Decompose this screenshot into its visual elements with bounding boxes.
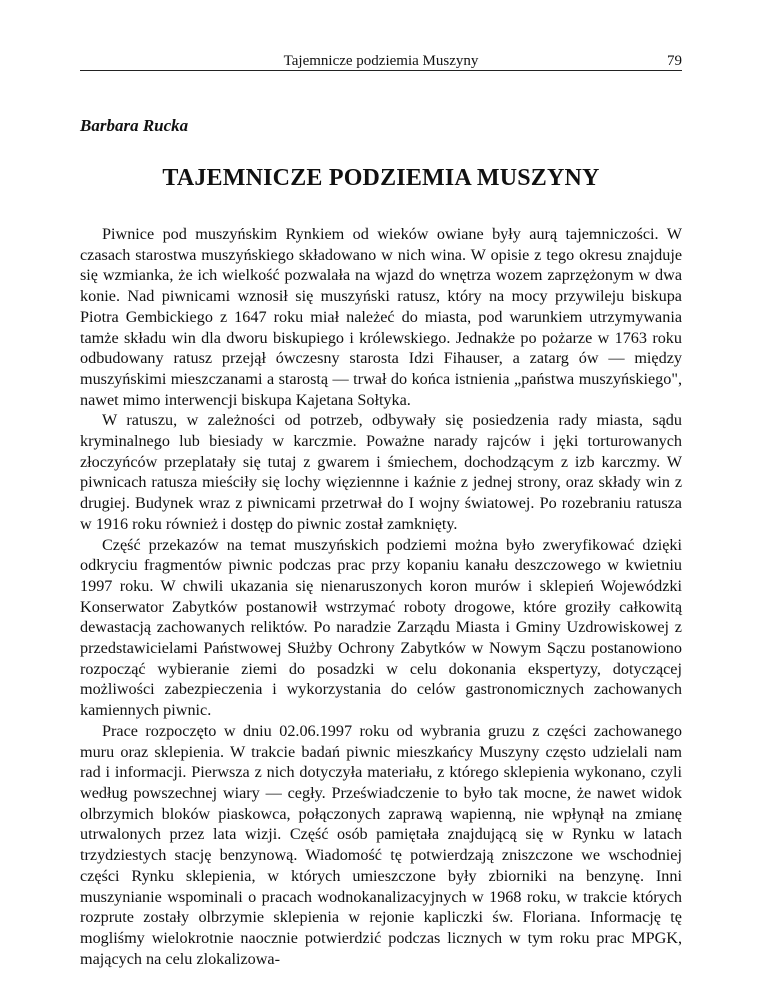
- paragraph: W ratuszu, w zależności od potrzeb, odbywały się posiedzenia rady miasta, sądu kryminalnego lub biesiady w karczmie. Poważne narady rajców i jęki torturowanych złoczyńców przeplatały się tutaj z gwarem i śmiechem, dochodzącym z izb karczmy. W piwnicach ratusza mieściły się lochy więziennne i kaźnie z jednej strony, oraz składy win z drugiej. Budynek wraz z piwnicami przetrwał do I wojny światowej. Po rozebraniu ratusza w 1916 roku również i dostęp do piwnic został zamknięty.: [80, 411, 682, 533]
- paragraph: Część przekazów na temat muszyńskich podziemi można było zweryfikować dzięki odkryciu fragmentów piwnic podczas prac przy kopaniu kanału deszczowego w kwietniu 1997 roku. W chwili ukazania się nienaruszonych koron murów i sklepień Wojewódzki Konserwator Zabytków postanowił wstrzymać roboty drogowe, które groziły całkowitą dewastacją zachowanych reliktów. Po naradzie Zarządu Miasta i Gminy Uzdrowiskowej z przedstawicielami Państwowej Służby Ochrony Zabytków w Nowym Sączu postanowiono rozpocząć wybieranie ziemi do posadzki w celu dokonania ekspertyzy, dotyczącej możliwości zabezpieczenia i wykorzystania do celów gastronomicznych zachowanych kamiennych piwnic.: [80, 535, 682, 720]
- article-author: Barbara Rucka: [80, 116, 189, 135]
- running-title: Tajemnicze podziemia Muszyny: [283, 53, 479, 69]
- running-header: [80, 40, 682, 71]
- page-number: 79: [667, 53, 682, 69]
- article-title: TAJEMNICZE PODZIEMIA MUSZYNY: [162, 165, 600, 191]
- article-body: [80, 224, 682, 969]
- paragraph: Piwnice pod muszyńskim Rynkiem od wieków owiane były aurą tajemniczości. W czasach starostwa muszyńskiego składowano w nich wina. W opisie z tego okresu znajduje się wzmianka, że ich wielkość pozwalała na wjazd do wnętrza wozem zaprzężonym w dwa konie. Nad piwnicami wznosił się muszyński ratusz, który na mocy przywileju biskupa Piotra Gembickiego z 1647 roku miał należeć do miasta, pod warunkiem utrzymywania tamże składu win dla dworu biskupiego i królewskiego. Jednakże po pożarze w 1763 roku odbudowany ratusz przejął ówczesny starosta Idzi Fihauser, a zatarg ów — między muszyńskimi mieszczanami a starostą — trwał do końca istnienia „państwa muszyńskiego", nawet mimo interwencji biskupa Kajetana Sołtyka.: [80, 225, 682, 409]
- paragraph: Prace rozpoczęto w dniu 02.06.1997 roku od wybrania gruzu z części zachowanego muru oraz sklepienia. W trakcie badań piwnic mieszkańcy Muszyny często udzielali nam rad i informacji. Pierwsza z nich dotyczyła materiału, z którego sklepienia wykonano, czyli według powszechnej wiary — cegły. Przeświadczenie to było tak mocne, że nawet widok olbrzymich bloków piaskowca, połączonych zaprawą wapienną, nie wpłynął na zmianę utrwalonych przez lata wizji. Część osób pamiętała znajdującą się w Rynku w latach trzydziestych stację benzynową. Wiadomość tę potwierdzają zniszczone we wschodniej części Rynku sklepienia, w których umieszczone były zbiorniki na benzynę. Inni muszynianie wspominali o pracach wodnokanalizacyjnych w 1968 roku, w trakcie których rozprute zostały olbrzymie sklepienia w rejonie kapliczki św. Floriana. Informację tę mogliśmy wielokrotnie naocznie potwierdzić podczas licznych w tym roku prac MPGK, mających na celu zlokalizowa-: [80, 721, 682, 968]
